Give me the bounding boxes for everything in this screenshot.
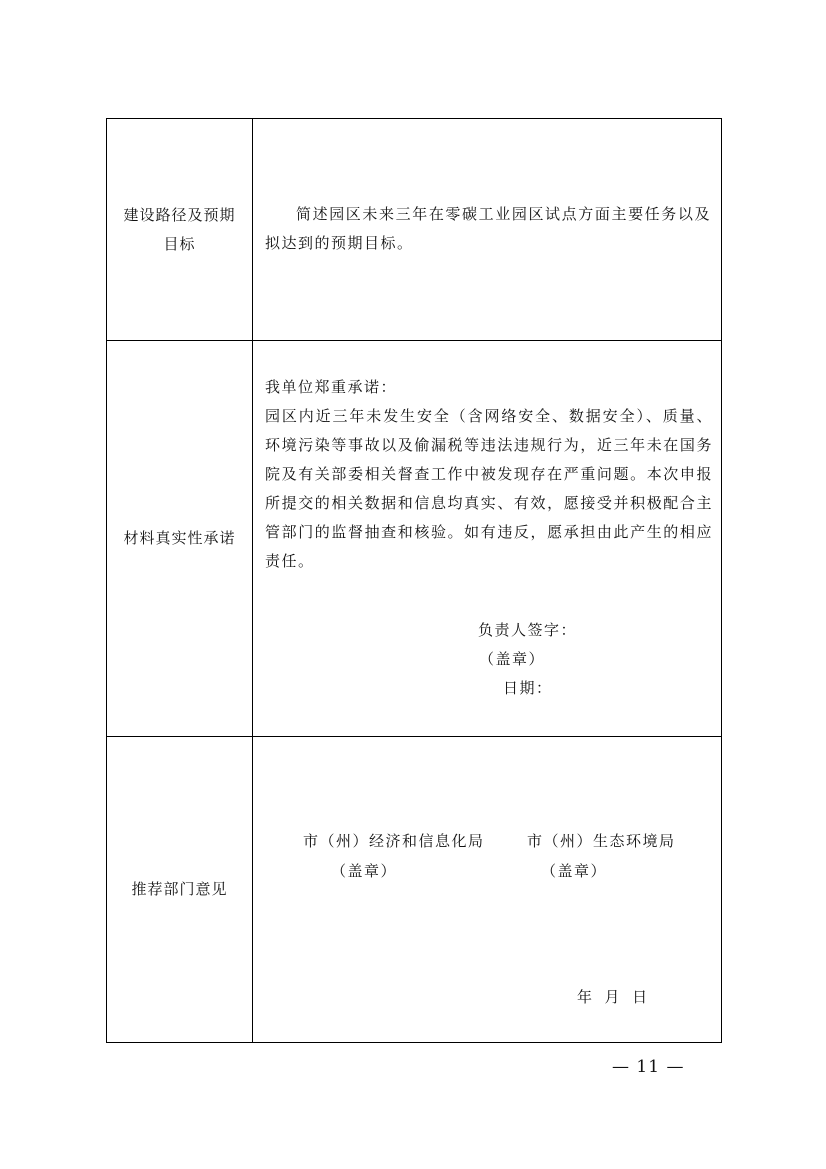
dept-economy-info-bureau: 市（州）经济和信息化局 <box>303 832 485 850</box>
pledge-body-text: 园区内近三年未发生安全（含网络安全、数据安全）、质量、环境污染等事故以及偷漏税等违法违规行为，近三年未在国务院及有关部委相关督查工作中被发现存在严重问题。本次申报所提交的相关数据和信息均真实、有效，愿接受并积极配合主管部门的监督抽查和核验。如有违反，愿承担由此产生的相应责任。 <box>265 407 713 570</box>
date-label: 日期： <box>503 679 553 697</box>
seal-left-label: （盖章） <box>331 862 398 880</box>
label-cell-authenticity-pledge <box>107 341 253 737</box>
table-row <box>107 119 722 341</box>
content-cell-recommendation <box>253 737 722 1043</box>
row-label: 推荐部门意见 <box>131 880 228 898</box>
date-placeholder: 年 月 日 <box>577 988 649 1006</box>
content-cell-construction-path <box>253 119 722 341</box>
row-label: 材料真实性承诺 <box>123 529 236 547</box>
pledge-heading: 我单位郑重承诺： <box>265 378 398 396</box>
signature-label: 负责人签字： <box>478 621 578 639</box>
seal-right-label: （盖章） <box>541 862 608 880</box>
seal-label: （盖章） <box>479 650 546 668</box>
application-form-table <box>106 118 722 1043</box>
table-row <box>107 341 722 737</box>
label-cell-construction-path <box>107 119 253 341</box>
label-cell-recommendation <box>107 737 253 1043</box>
row-label: 建设路径及预期目标 <box>123 205 236 253</box>
goal-description-text: 简述园区未来三年在零碳工业园区试点方面主要任务以及拟达到的预期目标。 <box>265 205 711 252</box>
content-cell-authenticity-pledge <box>253 341 722 737</box>
dept-ecology-environment-bureau: 市（州）生态环境局 <box>527 832 676 850</box>
table-row <box>107 737 722 1043</box>
page-number: — 11 — <box>612 1057 685 1077</box>
